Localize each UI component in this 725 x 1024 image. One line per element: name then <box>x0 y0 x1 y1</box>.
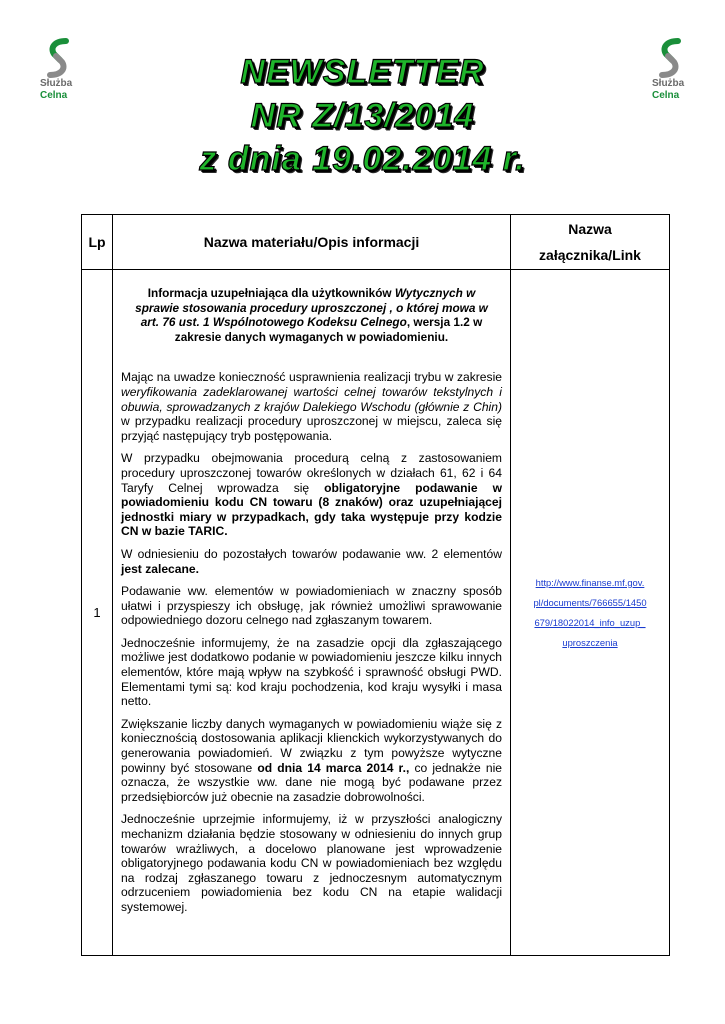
paragraph-5: Jednocześnie informujemy, że na zasadzie opcji dla zgłaszającego możliwe jest dodatkowo podanie w powiadomieniu jeszcze kilku innych elementów, które mają wpływ na szybkość i sprawność obsługi PWD. Elementami tymi są: kod kraju pochodzenia, kod kraju wysyłki i masa netto. <box>121 635 502 709</box>
paragraph-3: W odniesieniu do pozostałych towarów podawanie ww. 2 elementów jest zalecane. <box>121 546 502 576</box>
attachment-link[interactable]: http://www.finanse.mf.gov. pl/documents/766655/1450 679/18022014_info_uzup_ uproszczenia <box>533 576 647 648</box>
newsletter-title: NEWSLETTER <box>240 53 485 91</box>
newsletter-date: z dnia 19.02.2014 r. <box>199 140 526 178</box>
paragraph-4: Podawanie ww. elementów w powiadomieniach w znaczny sposób ułatwi i przyspieszy ich obsługę, jak również umożliwi sprawowanie odpowiedniego dozoru celnego nad zgłaszanym towarem. <box>121 584 502 628</box>
logo-text-line2: Celna <box>40 90 68 101</box>
paragraph-6: Zwiększanie liczby danych wymaganych w powiadomieniu wiąże się z koniecznością dostosowania aplikacji klienckich wykorzystywanych do generowania powiadomień. W związku z tym powyższe wytyczne powinny być stosowane od dnia 14 marca 2014 r., co jednakże nie oznacza, że wszystkie ww. dane nie mogą być podawane przez przedsiębiorców już obecnie na zasadzie dobrowolności. <box>121 716 502 804</box>
intro-heading: Informacja uzupełniająca dla użytkowników Wytycznych w sprawie stosowania procedury uproszczonej , o której mowa w art. 76 ust. 1 Wspólnotowego Kodeksu Celnego, wersja 1.2 w zakresie danych wymaganych w powiadomieniu. <box>135 286 488 344</box>
newsletter-number: NR Z/13/2014 <box>250 97 475 135</box>
header-attachment-line1: Nazwa <box>568 221 612 237</box>
table-header-row <box>82 215 670 270</box>
attachment-link-cell <box>511 270 670 956</box>
logo-text-line1: Służba <box>40 78 73 89</box>
paragraph-7: Jednocześnie uprzejmie informujemy, iż w przyszłości analogiczny mechanizm działania będzie stosowany w odniesieniu do innych grup towarów wrażliwych, a docelowo planowane jest wprowadzenie obligatoryjnego podawania kodu CN w powiadomieniach bez względu na rodzaj zgłaszanego towaru z jednoczesnym automatycznym odrzuceniem powiadomienia bez kodu CN na etapie walidacji systemowej. <box>121 812 502 914</box>
header-attachment <box>511 215 670 270</box>
logo-text-line2: Celna <box>652 90 680 101</box>
logo-text-line1: Służba <box>652 78 685 89</box>
header-name: Nazwa materiału/Opis informacji <box>113 215 511 270</box>
row-content <box>113 270 511 956</box>
table-row <box>82 270 670 956</box>
newsletter-table <box>81 214 670 956</box>
row-number: 1 <box>82 270 113 956</box>
paragraph-1: Mając na uwadze konieczność usprawnienia realizacji trybu w zakresie weryfikowania zadeklarowanej wartości celnej towarów tekstylnych i obuwia, sprowadzanych z krajów Dalekiego Wschodu (głównie z Chin) w przypadku realizacji procedury uproszczonej w miejscu, zaleca się przyjąć następujący tryb postępowania. <box>121 370 502 443</box>
header-lp: Lp <box>82 215 113 270</box>
header-attachment-line2: załącznika/Link <box>539 247 641 263</box>
paragraph-2: W przypadku obejmowania procedurą celną z zastosowaniem procedury uproszczonej towarów określonych w działach 61, 62 i 64 Taryfy Celnej wprowadza się obligatoryjne podawanie w powiadomieniu kodu CN towaru (8 znaków) oraz uzupełniającej jednostki miary w przypadkach, gdy taka występuje przy kodzie CN w bazie TARIC. <box>121 451 502 539</box>
